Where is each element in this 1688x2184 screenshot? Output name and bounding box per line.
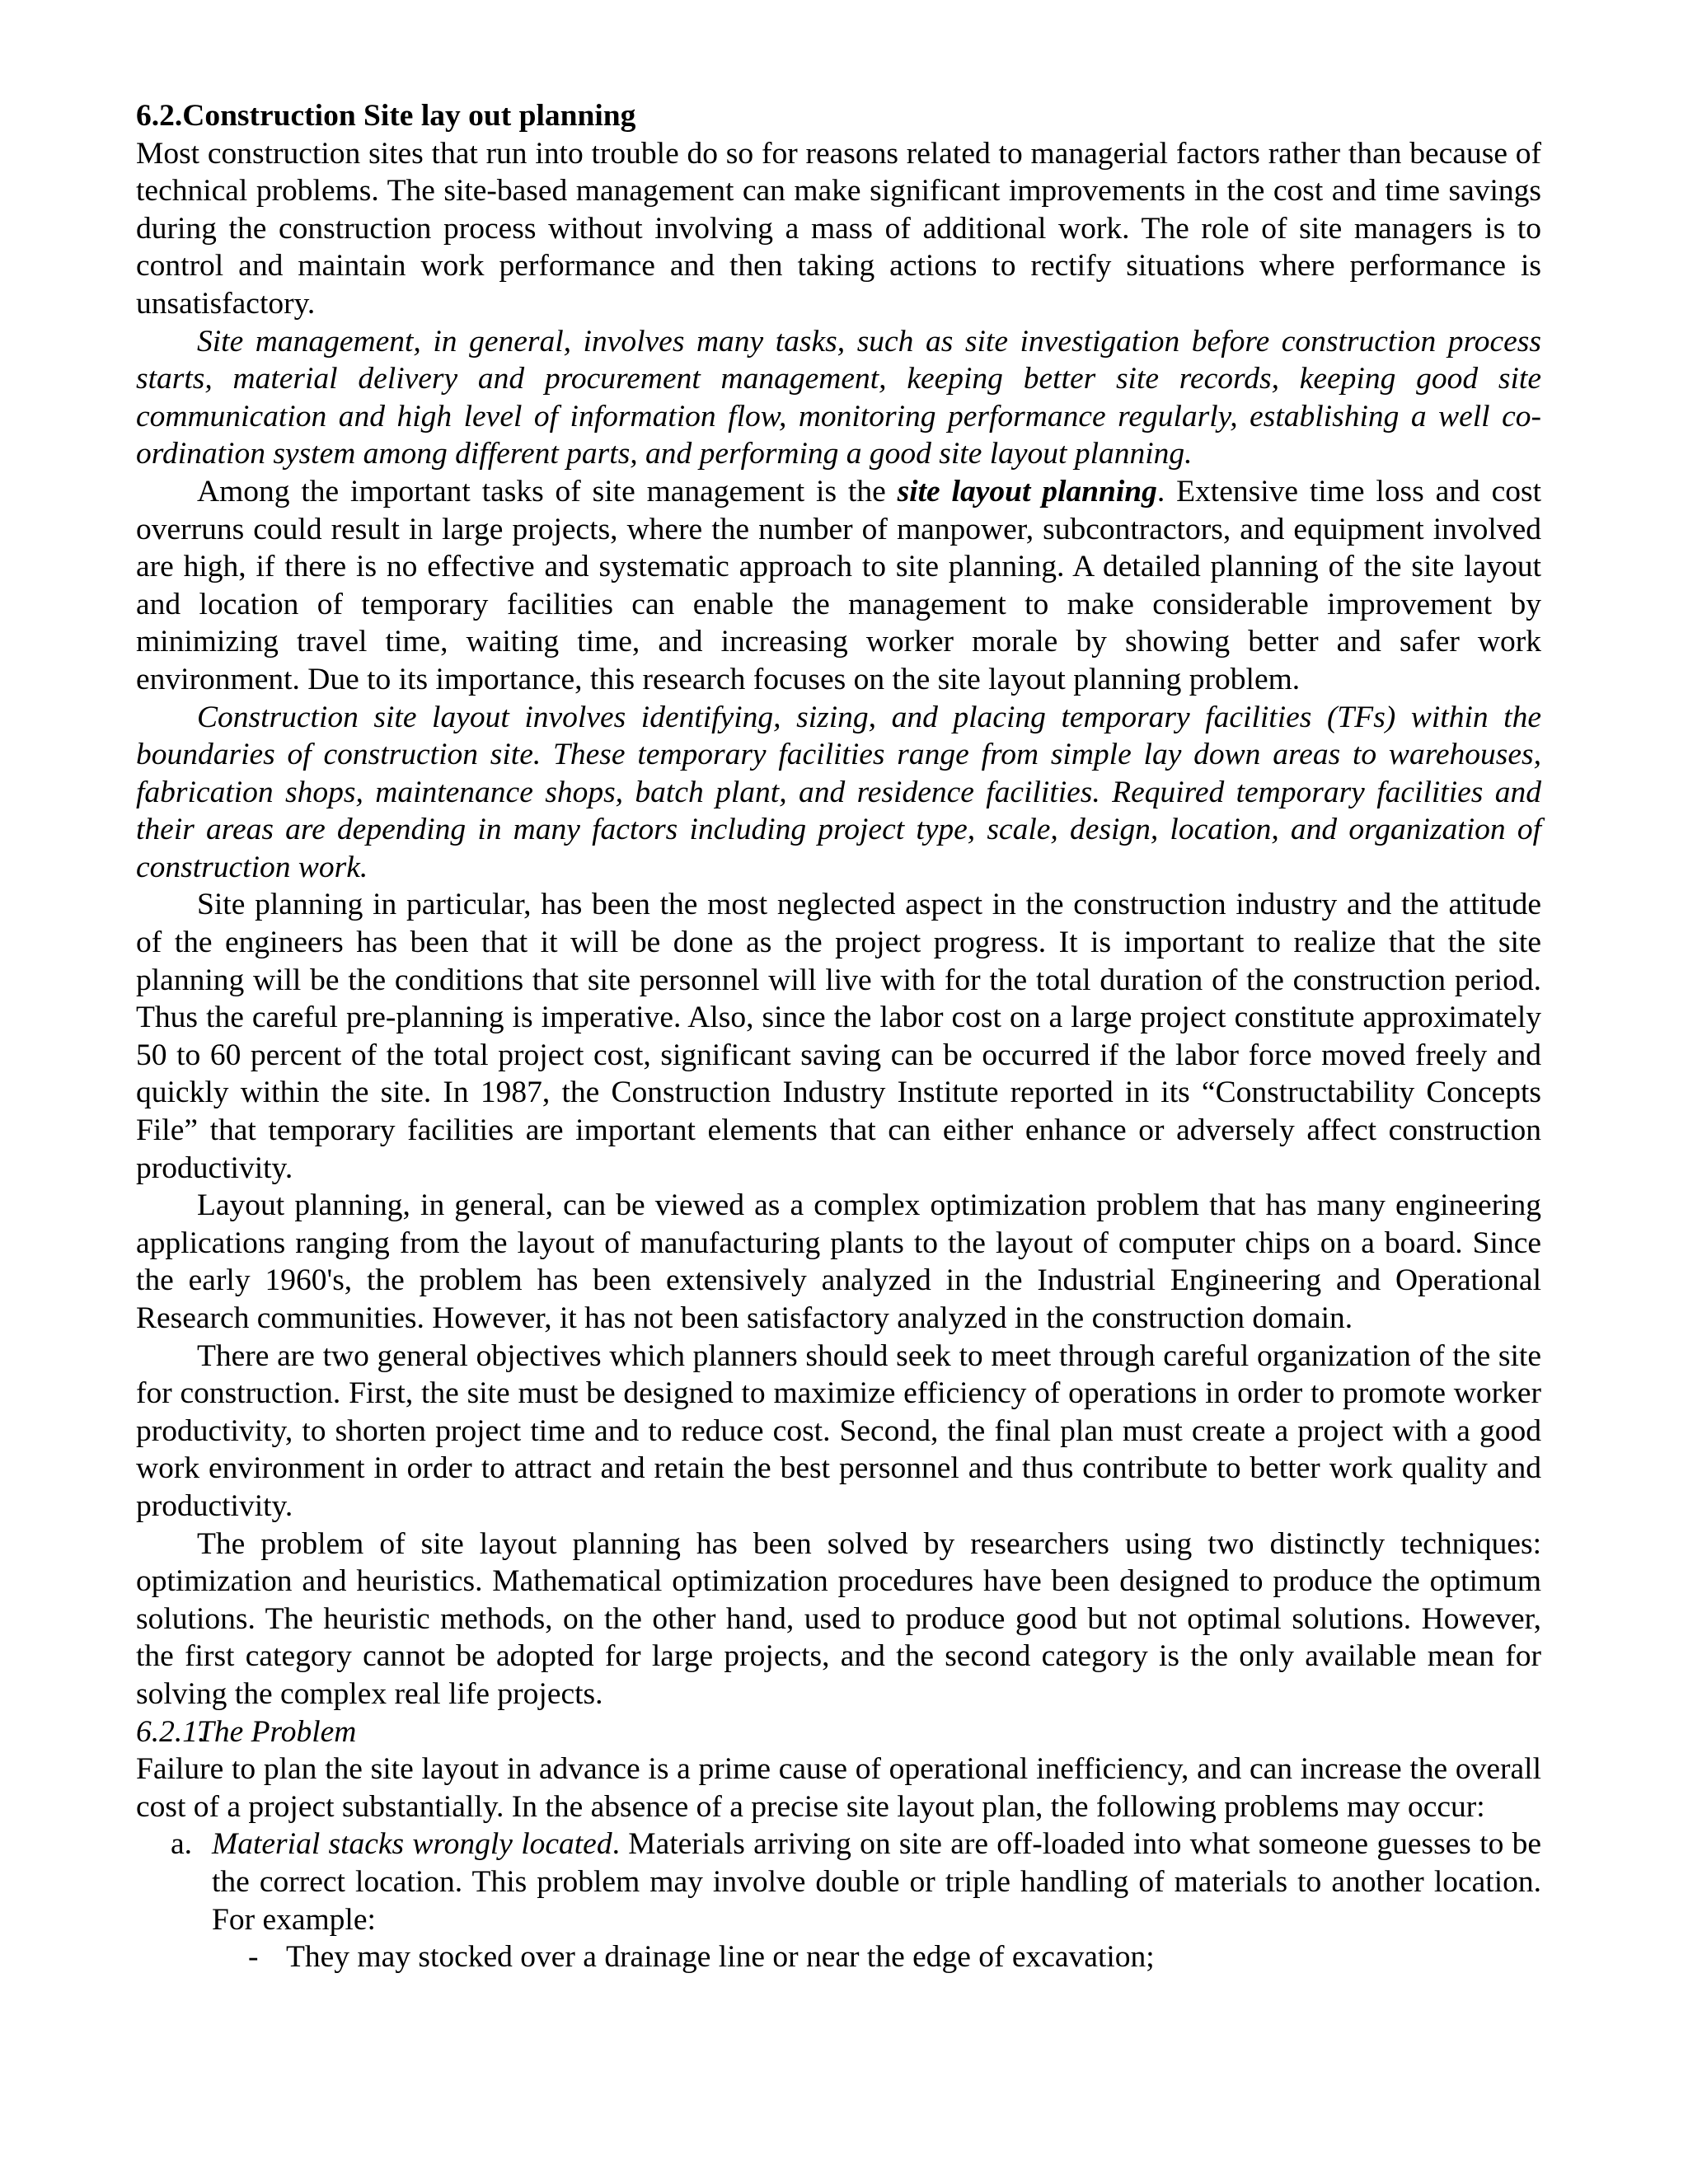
list-item-marker: a. [171, 1827, 193, 1862]
subsection-intro: Failure to plan the site layout in advance is a prime cause of operational inefficiency, and can increase the overall cost of a project substantially. In the absence of a precise site layout plan, the following problems may occur: [136, 1752, 1541, 1824]
paragraph-2: Site management, in general, involves many tasks, such as site investigation before construction process starts, material delivery and procurement management, keeping better site records, keeping good site communication and high level of information flow, monitoring performance regularly, establishing a well co-ordination system among different parts, and performing a good site layout planning. [136, 324, 1541, 471]
paragraph-8: The problem of site layout planning has been solved by researchers using two distinctly techniques: optimization and heuristics. Mathematical optimization procedures have been designed to produce the optimum solutions. The heuristic methods, on the other hand, used to produce good but not optimal solutions. However, the first category cannot be adopted for large projects, and the second category is the only available mean for solving the complex real life projects. [136, 1526, 1541, 1711]
paragraph-1: Most construction sites that run into trouble do so for reasons related to managerial factors rather than because of technical problems. The site-based management can make significant improvements in the cost and time savings during the construction process without involving a mass of additional work. The role of site managers is to control and maintain work performance and then taking actions to rectify situations where performance is unsatisfactory. [136, 136, 1541, 321]
sub-list [212, 1938, 1541, 1976]
site-layout-planning-emphasis: site layout planning [897, 474, 1157, 509]
section-heading: 6.2.Construction Site lay out planning [136, 99, 636, 133]
paragraph-6: Layout planning, in general, can be viewed as a complex optimization problem that has many engineering applications ranging from the layout of manufacturing plants to the layout of computer chips on a board. Since the early 1960's, the problem has been extensively analyzed in the Industrial Engineering and Operational Research communities. However, it has not been satisfactory analyzed in the construction domain. [136, 1188, 1541, 1335]
paragraph-3-text-a: Among the important tasks of site management is the [197, 474, 898, 509]
paragraph-3-text-b: . Extensive time loss and cost overruns could result in large projects, where the number of manpower, subcontractors, and equipment involved are high, if there is no effective and systematic approach to site planning. A detailed planning of the site layout and location of temporary facilities can enable the management to make considerable improvement by minimizing travel time, waiting time, and increasing worker morale by showing better and safer work environment. Due to its importance, this research focuses on the site layout planning problem. [136, 474, 1542, 696]
list-item [136, 1825, 1541, 1975]
subsection-title: The Problem [197, 1714, 357, 1749]
sub-list-item [136, 1938, 1541, 1976]
paragraph-3 [136, 473, 1541, 699]
subsection-number: 6.2.1. [136, 1714, 206, 1749]
sub-list-item-text: They may stocked over a drainage line or near the edge of excavation; [286, 1940, 1155, 1975]
list-item-text: . Materials arriving on site are off-loaded into what someone guesses to be the correct location. This problem may involve double or triple handling of materials to another location. For example: [212, 1827, 1541, 1937]
paragraph-4: Construction site layout involves identifying, sizing, and placing temporary facilities (TFs) within the boundaries of construction site. These temporary facilities range from simple lay down areas to warehouses, fabrication shops, maintenance shops, batch plant, and residence facilities. Required temporary facilities and their areas are depending in many factors including project type, scale, design, location, and organization of construction work. [136, 700, 1541, 884]
paragraph-7: There are two general objectives which planners should seek to meet through careful organization of the site for construction. First, the site must be designed to maximize efficiency of operations in order to promote worker productivity, to shorten project time and to reduce cost. Second, the final plan must create a project with a good work environment in order to attract and retain the best personnel and thus contribute to better work quality and productivity. [136, 1338, 1541, 1523]
paragraph-5: Site planning in particular, has been the most neglected aspect in the construction industry and the attitude of the engineers has been that it will be done as the project progress. It is important to realize that the site planning will be the conditions that site personnel will live with for the total duration of the construction period. Thus the careful pre-planning is imperative. Also, since the labor cost on a large project constitute approximately 50 to 60 percent of the total project cost, significant saving can be occurred if the labor force moved freely and quickly within the site. In 1987, the Construction Industry Institute reported in its “Constructability Concepts File” that temporary facilities are important elements that can either enhance or adversely affect construction productivity. [136, 888, 1541, 1185]
sub-list-item-marker: - [248, 1940, 259, 1975]
list-item-title: Material stacks wrongly located [212, 1827, 612, 1862]
subsection-heading [136, 1713, 1541, 1751]
problem-list [136, 1825, 1541, 1975]
